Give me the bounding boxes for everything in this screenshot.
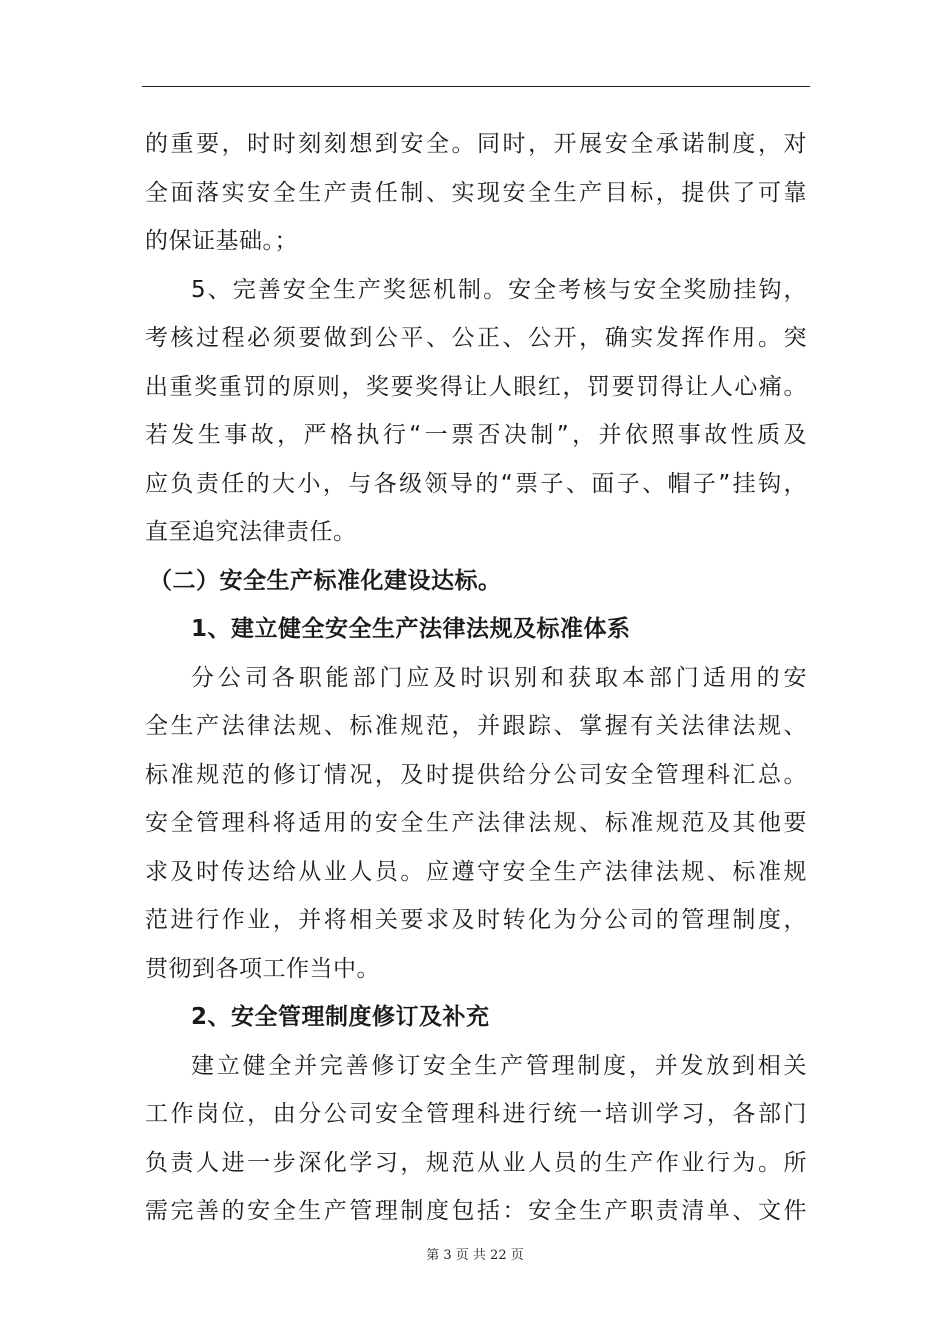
- paragraph-first-line: 5、完善安全生产奖惩机制。安全考核与安全奖励挂钩，: [191, 276, 807, 303]
- paragraph-last-line: 直至追究法律责任。: [145, 519, 357, 545]
- paragraph-line: 若发生事故，严格执行“一票否决制”，并依照事故性质及: [145, 422, 807, 448]
- page-number: 第 3 页 共 22 页: [426, 1248, 524, 1263]
- paragraph-line: 需完善的安全生产管理制度包括：安全生产职责清单、文件: [145, 1198, 807, 1224]
- section-heading: （二）安全生产标准化建设达标。: [149, 567, 502, 594]
- paragraph-line: 全生产法律法规、标准规范，并跟踪、掌握有关法律法规、: [145, 713, 807, 739]
- paragraph-line: 负责人进一步深化学习，规范从业人员的生产作业行为。所: [145, 1149, 807, 1176]
- document-body: [145, 120, 807, 1236]
- subsection-heading: 2、安全管理制度修订及补充: [191, 1004, 490, 1030]
- paragraph-first-line: 建立健全并完善修订安全生产管理制度，并发放到相关: [191, 1052, 807, 1079]
- paragraph-line: 全面落实安全生产责任制、实现安全生产目标，提供了可靠: [145, 179, 807, 206]
- paragraph-line: 考核过程必须要做到公平、公正、公开，确实发挥作用。突: [145, 325, 807, 351]
- paragraph-line: 应负责任的大小，与各级领导的“票子、面子、帽子”挂钩，: [145, 470, 807, 497]
- paragraph-line: 求及时传达给从业人员。应遵守安全生产法律法规、标准规: [145, 858, 807, 885]
- paragraph-line: 安全管理科将适用的安全生产法律法规、标准规范及其他要: [145, 810, 807, 836]
- paragraph-first-line: 分公司各职能部门应及时识别和获取本部门适用的安: [191, 664, 807, 691]
- paragraph-line: 范进行作业，并将相关要求及时转化为分公司的管理制度，: [145, 907, 807, 933]
- paragraph-line: 的重要，时时刻刻想到安全。同时，开展安全承诺制度，对: [145, 131, 807, 157]
- paragraph-last-line: 的保证基础。；: [145, 228, 298, 254]
- subsection-heading: 1、建立健全安全生产法律法规及标准体系: [191, 616, 631, 642]
- paragraph-last-line: 贯彻到各项工作当中。: [145, 955, 380, 982]
- paragraph-line: 标准规范的修订情况，及时提供给分公司安全管理科汇总。: [145, 761, 807, 788]
- paragraph-line: 工作岗位，由分公司安全管理科进行统一培训学习，各部门: [145, 1101, 807, 1127]
- header-rule: [142, 86, 810, 87]
- paragraph-line: 出重奖重罚的原则，奖要奖得让人眼红，罚要罚得让人心痛。: [145, 373, 807, 400]
